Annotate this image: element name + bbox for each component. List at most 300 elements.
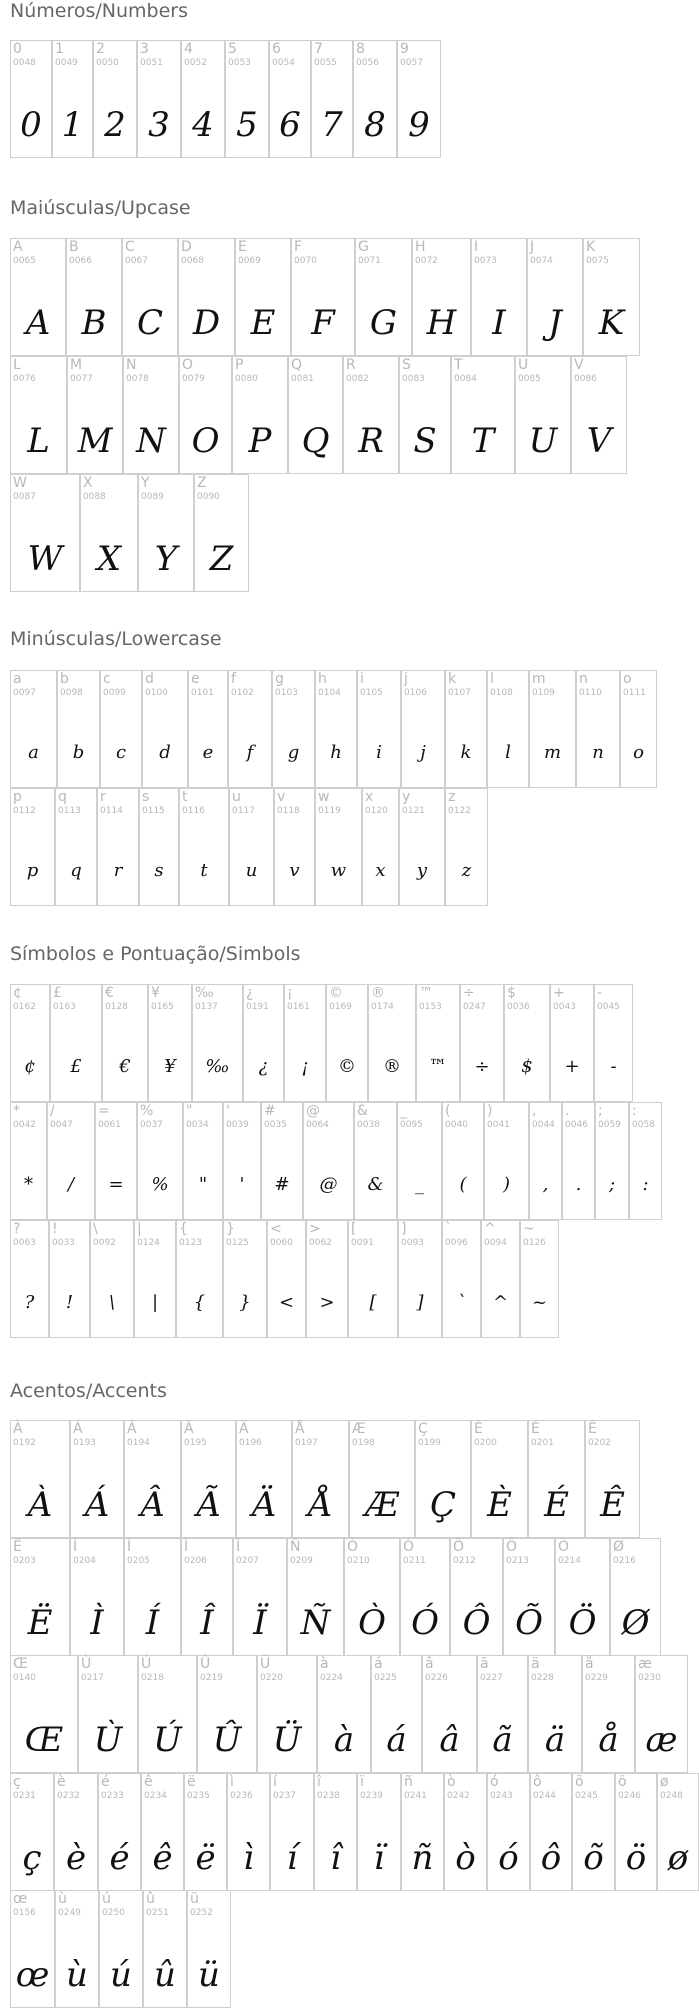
glyph-sample: a [28,742,39,763]
glyph-code: 0123 [179,1238,202,1248]
glyph-code: 0201 [531,1438,554,1448]
glyph-cell [70,1538,124,1656]
glyph-char-label: p [13,789,22,805]
glyph-cell [291,238,355,356]
glyph-sample: \ [108,1292,116,1313]
glyph-char-label: € [105,985,114,1001]
glyph-sample: ( [459,1174,467,1195]
glyph-cell [139,788,179,906]
glyph-cell [137,1102,183,1220]
glyph-sample: æ [645,1720,678,1760]
glyph-cell [314,1773,357,1891]
glyph-sample: Y [154,539,178,579]
glyph-sample: u [245,860,258,881]
glyph-cell [274,788,315,906]
glyph-sample: $ [521,1056,533,1077]
glyph-cell [353,40,397,158]
glyph-char-label: Ë [13,1539,22,1555]
glyph-cell [594,984,633,1102]
glyph-char-label: Â [127,1421,137,1437]
glyph-sample: Õ [515,1603,543,1643]
glyph-code: 0055 [314,58,337,68]
glyph-char-label: À [13,1421,23,1437]
glyph-sample: ) [502,1174,511,1195]
glyph-sample: m [543,742,562,763]
glyph-cell [484,1102,529,1220]
glyph-cell [267,1220,306,1338]
glyph-char-label: > [309,1221,321,1237]
glyph-char-label: t [182,789,188,805]
glyph-sample: ö [625,1838,647,1878]
glyph-cell [576,670,620,788]
glyph-sample: & [367,1174,384,1195]
glyph-char-label: J [530,239,535,255]
glyph-code: 0216 [613,1556,636,1566]
glyph-char-label: È [474,1421,483,1437]
glyph-code: 0198 [352,1438,375,1448]
glyph-cell [181,1538,233,1656]
glyph-char-label: E [238,239,247,255]
glyph-code: 0124 [137,1238,160,1248]
glyph-code: 0219 [200,1673,223,1683]
glyph-cell [303,1102,354,1220]
glyph-char-label: | [137,1221,142,1237]
glyph-code: 0086 [574,374,597,384]
glyph-code: 0192 [13,1438,36,1448]
glyph-char-label: 4 [184,41,193,57]
glyph-char-label: è [57,1774,66,1790]
glyph-char-label: Œ [13,1656,28,1672]
glyph-code: 0224 [320,1673,343,1683]
glyph-char-label: g [275,671,284,687]
glyph-sample: p [26,860,39,881]
glyph-code: 0098 [60,688,83,698]
glyph-sample: 3 [148,105,170,145]
glyph-cell [134,1220,176,1338]
glyph-char-label: Ó [403,1539,415,1555]
glyph-code: 0040 [445,1120,468,1130]
glyph-code: 0046 [565,1120,588,1130]
glyph-code: 0049 [55,58,78,68]
glyph-char-label: æ [638,1656,652,1672]
glyph-sample: Û [212,1720,242,1760]
glyph-cell [187,1890,231,2008]
glyph-code: 0234 [144,1791,167,1801]
glyph-char-label: i [360,671,364,687]
glyph-sample: ë [195,1838,216,1878]
glyph-sample: T [471,421,495,461]
glyph-sample: e [202,742,214,763]
glyph-sample: å [598,1720,619,1760]
glyph-char-label: Í [127,1539,132,1555]
glyph-char-label: Ü [260,1656,271,1672]
glyph-sample: É [544,1485,569,1525]
glyph-sample: * [24,1174,33,1195]
glyph-cell [582,1655,635,1773]
glyph-char-label: V [574,357,584,373]
glyph-sample: % [151,1174,169,1195]
glyph-cell [595,1102,629,1220]
glyph-cell [236,1420,292,1538]
glyph-cell [520,1220,559,1338]
glyph-code: 0242 [447,1791,470,1801]
glyph-code: 0230 [638,1673,661,1683]
glyph-cell [181,40,225,158]
glyph-code: 0056 [356,58,379,68]
glyph-code: 0199 [418,1438,441,1448]
glyph-code: 0093 [401,1238,424,1248]
glyph-cell [585,1420,640,1538]
glyph-sample: B [81,303,107,343]
glyph-cell [183,1102,223,1220]
glyph-sample: € [119,1056,131,1077]
glyph-sample: Æ [364,1485,400,1525]
glyph-sample: â [439,1720,460,1760]
glyph-cell [10,40,52,158]
glyph-char-label: ó [490,1774,499,1790]
glyph-char-label: ê [144,1774,153,1790]
section-title: Maiúsculas/Upcase [10,197,191,219]
glyph-cell [10,474,80,592]
glyph-char-label: Ê [588,1421,597,1437]
glyph-code: 0053 [228,58,251,68]
glyph-sample: 8 [364,105,386,145]
glyph-code: 0205 [127,1556,150,1566]
glyph-sample: Ê [600,1485,625,1525]
glyph-cell [349,1420,415,1538]
glyph-char-label: ï [360,1774,364,1790]
glyph-cell [629,1102,662,1220]
glyph-code: 0061 [98,1120,121,1130]
glyph-cell [529,670,576,788]
glyph-cell [292,1420,349,1538]
glyph-code: 0092 [93,1238,116,1248]
glyph-code: 0111 [623,688,646,698]
glyph-char-label: N [126,357,137,373]
glyph-char-label: u [232,789,241,805]
glyph-code: 0244 [533,1791,556,1801]
glyph-char-label: ë [187,1774,196,1790]
glyph-char-label: , [532,1103,537,1119]
glyph-sample: Œ [24,1720,64,1760]
glyph-sample: z [461,860,472,881]
glyph-char-label: : [632,1103,637,1119]
glyph-code: 0104 [318,688,341,698]
glyph-char-label: ü [190,1891,199,1907]
glyph-sample: ø [667,1838,689,1878]
glyph-code: 0043 [553,1002,576,1012]
glyph-char-label: U [518,357,529,373]
glyph-cell [481,1220,520,1338]
glyph-sample: G [369,303,398,343]
glyph-cell [371,1655,422,1773]
glyph-sample: Ú [153,1720,182,1760]
glyph-code: 0062 [309,1238,332,1248]
glyph-char-label: Ø [613,1539,625,1555]
glyph-sample: í [286,1838,298,1878]
glyph-char-label: ú [102,1891,111,1907]
glyph-char-label: @ [306,1103,320,1119]
glyph-char-label: ~ [523,1221,535,1237]
glyph-cell [124,1538,181,1656]
glyph-cell [123,356,179,474]
glyph-cell [416,984,460,1102]
glyph-cell [471,1420,528,1538]
glyph-char-label: $ [507,985,516,1001]
glyph-sample: # [274,1174,290,1195]
glyph-cell [90,1220,134,1338]
glyph-code: 0050 [96,58,119,68]
glyph-char-label: 1 [55,41,64,57]
glyph-code: 0203 [13,1556,36,1566]
glyph-char-label: k [448,671,457,687]
glyph-code: 0251 [146,1908,169,1918]
glyph-code: 0194 [127,1438,150,1448]
glyph-code: 0075 [586,256,609,266]
glyph-code: 0073 [474,256,497,266]
glyph-cell [397,40,441,158]
glyph-cell [284,984,326,1102]
glyph-cell [54,1773,98,1891]
glyph-char-label: d [145,671,154,687]
glyph-cell [357,1773,401,1891]
glyph-code: 0238 [317,1791,340,1801]
glyph-char-label: C [125,239,135,255]
glyph-sample: Ñ [300,1603,331,1643]
glyph-code: 0137 [195,1002,218,1012]
glyph-cell [137,40,181,158]
glyph-cell [583,238,640,356]
glyph-sample: Ç [429,1485,456,1525]
glyph-sample: > [319,1292,335,1313]
glyph-char-label: / [50,1103,55,1119]
glyph-char-label: o [623,671,632,687]
glyph-sample: Â [140,1485,165,1525]
glyph-char-label: ø [660,1774,669,1790]
glyph-code: 0165 [151,1002,174,1012]
glyph-char-label: b [60,671,69,687]
glyph-code: 0058 [632,1120,655,1130]
glyph-cell [99,1890,143,2008]
glyph-code: 0106 [404,688,427,698]
glyph-sample: 4 [192,105,214,145]
glyph-char-label: [ [351,1221,357,1237]
glyph-cell [10,1655,78,1773]
glyph-sample: j [420,742,426,763]
glyph-code: 0036 [507,1002,530,1012]
glyph-char-label: ç [13,1774,21,1790]
glyph-sample: á [386,1720,407,1760]
glyph-code: 0207 [236,1556,259,1566]
glyph-char-label: c [103,671,111,687]
glyph-cell [223,1102,261,1220]
glyph-sample: b [72,742,85,763]
glyph-sample: À [27,1485,53,1525]
glyph-code: 0035 [264,1120,287,1130]
glyph-code: 0038 [357,1120,380,1130]
glyph-sample: Ø [621,1603,650,1643]
glyph-cell [444,1773,487,1891]
glyph-char-label: £ [53,985,62,1001]
glyph-code: 0082 [346,374,369,384]
glyph-cell [98,1773,141,1891]
glyph-char-label: T [454,357,463,373]
glyph-char-label: q [58,789,67,805]
glyph-sample: 5 [236,105,258,145]
glyph-code: 0213 [506,1556,529,1566]
glyph-cell [288,356,343,474]
glyph-code: 0052 [184,58,207,68]
glyph-code: 0060 [270,1238,293,1248]
glyph-code: 0101 [191,688,214,698]
glyph-cell [194,474,249,592]
glyph-sample: ÷ [474,1056,490,1077]
glyph-code: 0083 [402,374,425,384]
glyph-cell [228,670,272,788]
glyph-cell [176,1220,223,1338]
glyph-code: 0079 [182,374,205,384]
glyph-code: 0096 [445,1238,468,1248]
glyph-sample: [ [369,1292,377,1313]
glyph-sample: Ü [272,1720,302,1760]
glyph-cell [269,40,311,158]
glyph-cell [178,238,235,356]
glyph-cell [142,670,188,788]
glyph-code: 0033 [52,1238,75,1248]
glyph-cell [49,1220,90,1338]
glyph-sample: ù [66,1955,88,1995]
glyph-char-label: ' [226,1103,230,1119]
glyph-code: 0074 [530,256,553,266]
glyph-char-label: Ç [418,1421,428,1437]
glyph-sample: C [136,303,163,343]
glyph-cell [355,238,412,356]
glyph-cell [55,788,97,906]
glyph-cell [232,356,288,474]
glyph-sample: Ò [358,1603,386,1643]
glyph-sample: l [505,742,511,763]
glyph-code: 0128 [105,1002,128,1012]
glyph-cell [55,1890,99,2008]
glyph-cell [620,670,657,788]
glyph-char-label: ù [58,1891,67,1907]
glyph-code: 0228 [531,1673,554,1683]
glyph-char-label: 8 [356,41,365,57]
glyph-code: 0081 [291,374,314,384]
glyph-sample: Ô [462,1603,491,1643]
glyph-cell [10,1220,49,1338]
glyph-char-label: ‰ [195,985,214,1001]
glyph-code: 0125 [226,1238,249,1248]
glyph-sample: ñ [411,1838,434,1878]
glyph-char-label: * [13,1103,20,1119]
section-title: Acentos/Accents [10,1380,167,1402]
glyph-sample: x [375,860,386,881]
glyph-sample: 1 [61,105,84,145]
glyph-sample: È [487,1485,512,1525]
glyph-code: 0070 [294,256,317,266]
glyph-cell [148,984,192,1102]
glyph-char-label: Ú [141,1656,152,1672]
glyph-code: 0109 [532,688,555,698]
glyph-cell [78,1655,138,1773]
glyph-cell [527,238,583,356]
glyph-char-label: ö [618,1774,627,1790]
glyph-cell [10,356,67,474]
glyph-cell [124,1420,181,1538]
glyph-code: 0241 [404,1791,427,1801]
glyph-cell [141,1773,184,1891]
glyph-code: 0084 [454,374,477,384]
glyph-char-label: n [579,671,588,687]
glyph-code: 0191 [246,1002,269,1012]
glyph-char-label: ` [445,1221,452,1237]
glyph-code: 0247 [463,1002,486,1012]
glyph-code: 0054 [272,58,295,68]
glyph-code: 0063 [13,1238,36,1248]
glyph-code: 0113 [58,806,81,816]
glyph-sample: Ì [90,1603,104,1643]
glyph-sample: ' [239,1174,245,1195]
glyph-cell [52,40,93,158]
glyph-code: 0095 [400,1120,423,1130]
glyph-char-label: \ [93,1221,98,1237]
glyph-code: 0237 [273,1791,296,1801]
glyph-char-label: à [320,1656,329,1672]
glyph-char-label: y [402,789,411,805]
glyph-sample: 7 [321,105,343,145]
glyph-cell [450,1538,503,1656]
glyph-cell [528,1420,585,1538]
glyph-char-label: Ò [347,1539,359,1555]
glyph-cell [529,1102,562,1220]
glyph-code: 0243 [490,1791,513,1801]
glyph-sample: } [239,1292,251,1313]
glyph-sample: õ [583,1838,604,1878]
glyph-code: 0217 [81,1673,104,1683]
glyph-cell [225,40,269,158]
glyph-cell [412,238,471,356]
glyph-char-label: 3 [140,41,149,57]
glyph-code: 0120 [365,806,388,816]
glyph-char-label: ñ [404,1774,413,1790]
glyph-cell [188,670,228,788]
glyph-code: 0206 [184,1556,207,1566]
glyph-cell [471,238,527,356]
glyph-code: 0072 [415,256,438,266]
section-title: Números/Numbers [10,0,188,22]
glyph-cell [343,356,399,474]
glyph-sample: ` [457,1292,466,1313]
glyph-char-label: 5 [228,41,237,57]
glyph-cell [80,474,138,592]
glyph-code: 0118 [277,806,300,816]
glyph-code: 0220 [260,1673,283,1683]
glyph-code: 0039 [226,1120,249,1130]
glyph-sample: g [287,742,300,763]
glyph-sample: ï [373,1838,385,1878]
glyph-cell [138,474,194,592]
glyph-sample: < [278,1292,295,1313]
glyph-sample: à [333,1720,355,1760]
glyph-char-label: î [317,1774,321,1790]
glyph-sample: ™ [429,1056,447,1077]
glyph-cell [487,1773,530,1891]
glyph-code: 0200 [474,1438,497,1448]
glyph-sample: 2 [104,105,126,145]
glyph-sample: 9 [408,105,430,145]
glyph-char-label: ^ [484,1221,496,1237]
